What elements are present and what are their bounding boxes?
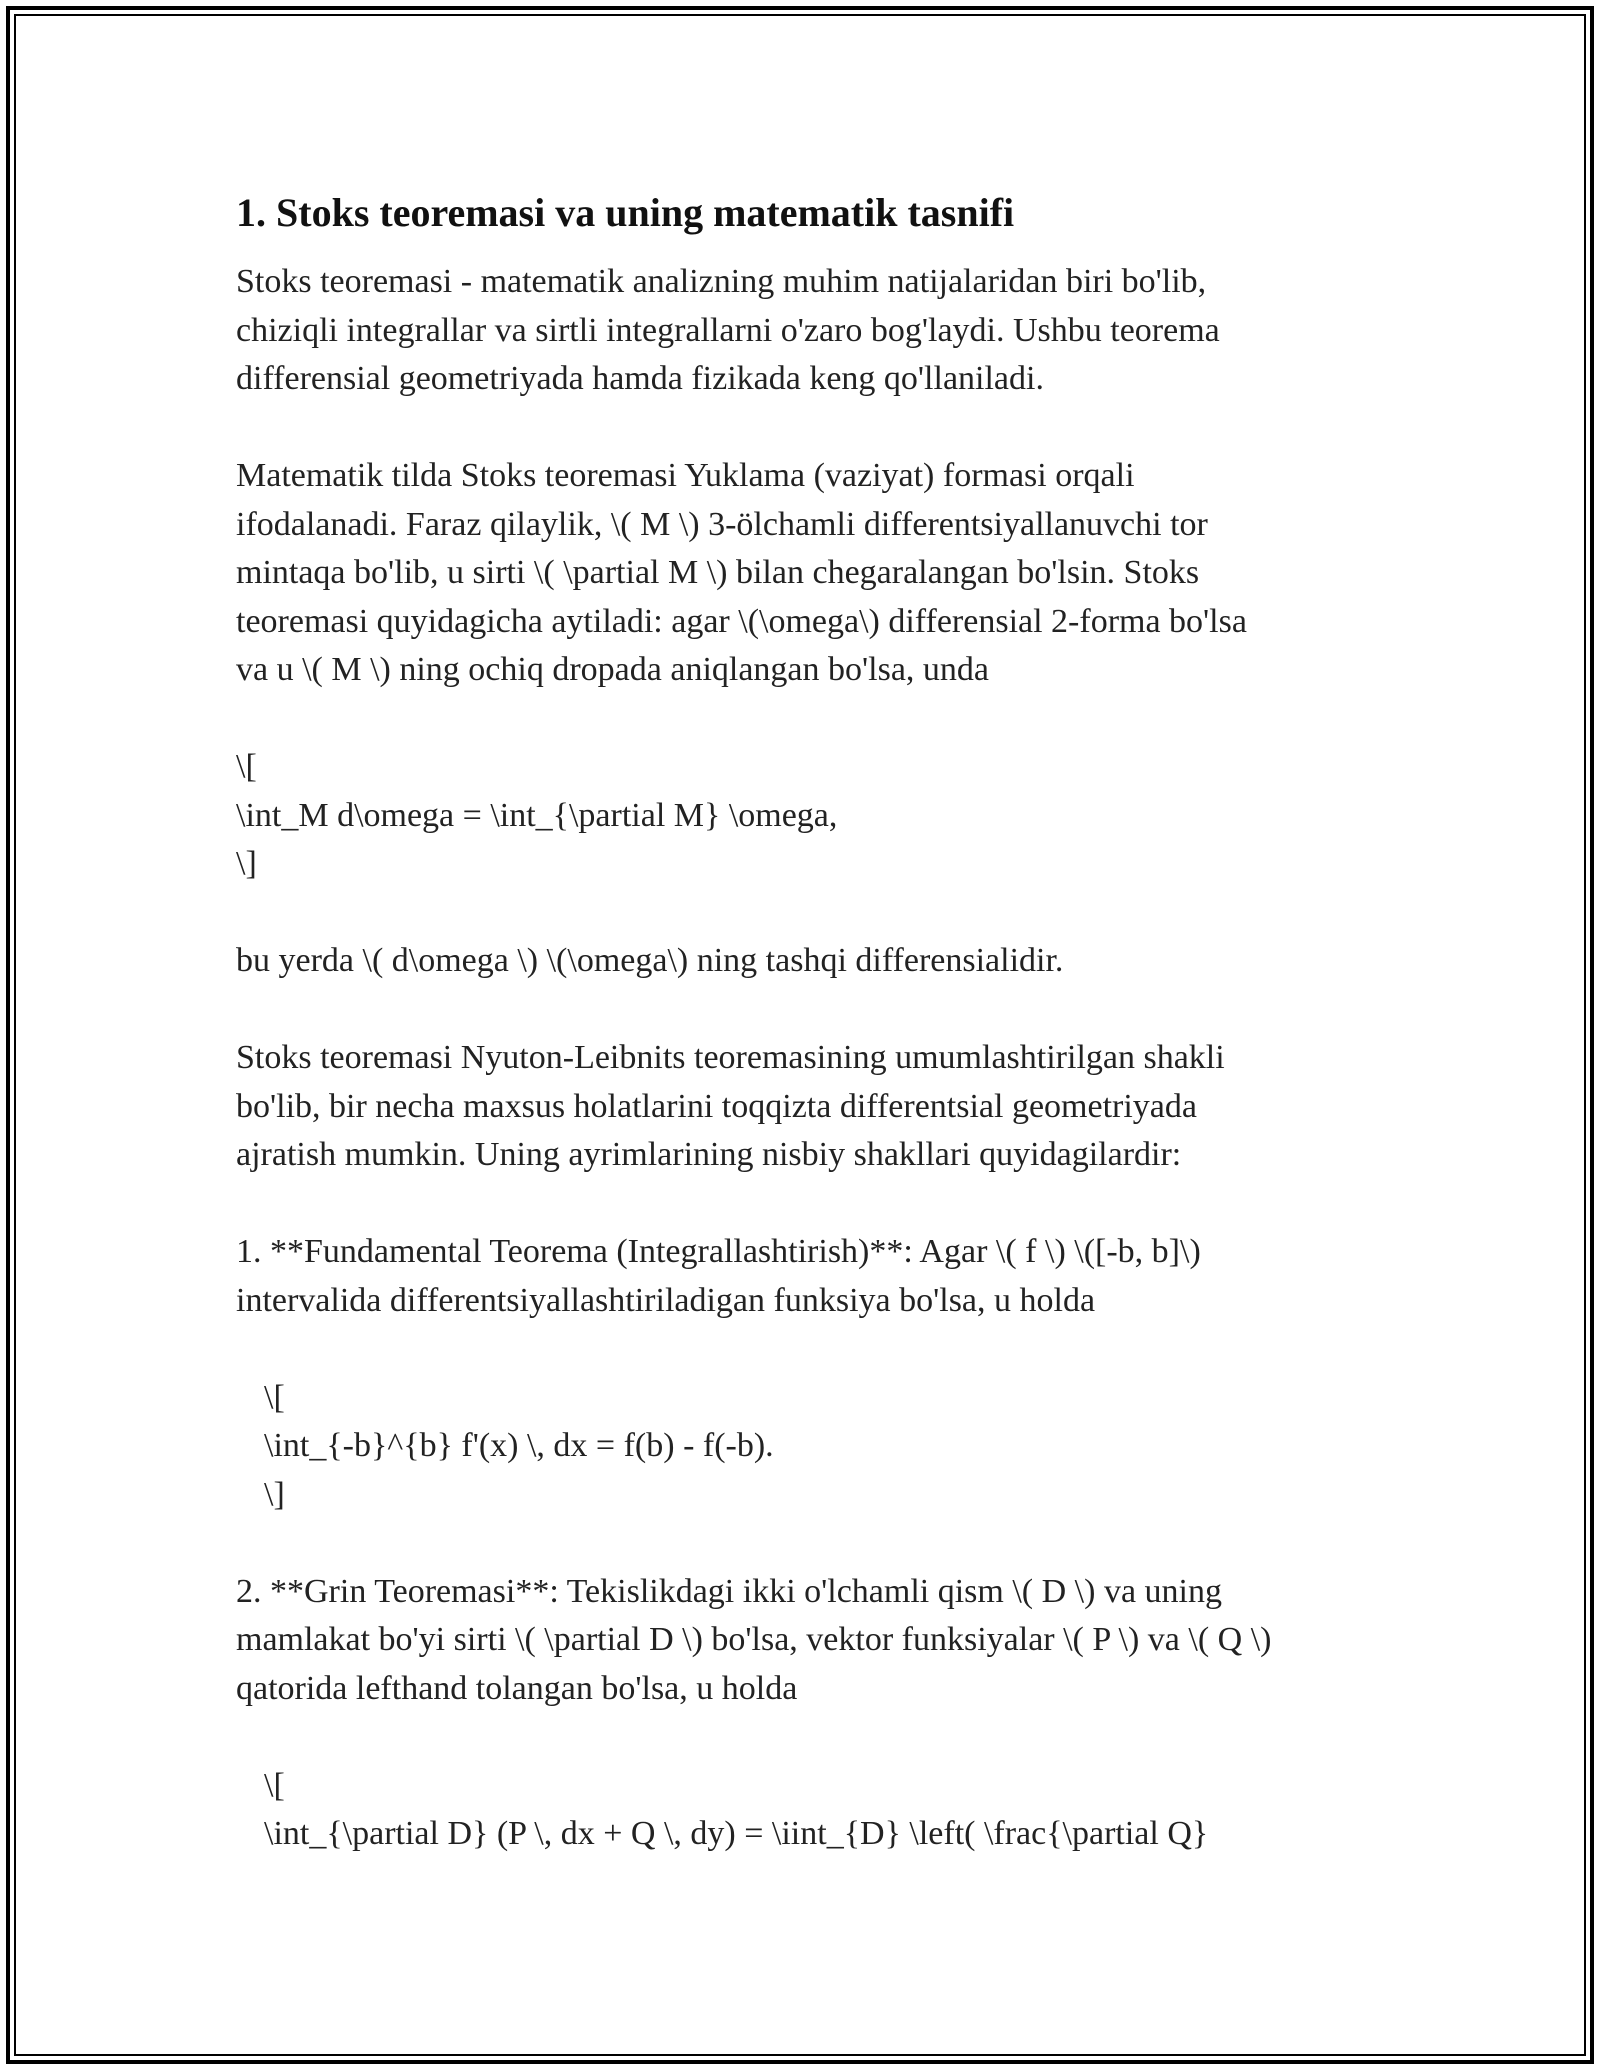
- text-line: intervalida differentsiyallashtiriladigan funksiya bo'lsa, u holda: [236, 1281, 1096, 1319]
- text-line: Stoks teoremasi Nyuton-Leibnits teoremasining umumlashtirilgan shakli: [236, 1039, 1225, 1076]
- formula-line: \[: [264, 1378, 285, 1416]
- formula-line: \int_{\partial D} (P \, dx + Q \, dy) = \iint_{D} \left( \frac{\partial Q}: [264, 1815, 1209, 1852]
- section-heading: 1. Stoks teoremasi va uning matematik tasnifi: [236, 190, 1015, 235]
- text-line: ajratish mumkin. Uning ayrimlarining nisbiy shakllari quyidagilardir:: [236, 1136, 1182, 1173]
- fundamental-formula: [236, 1374, 1396, 1520]
- text-line: mintaqa bo'lib, u sirti \( \partial M \) bilan chegaralangan bo'lsin. Stoks: [236, 554, 1200, 591]
- text-line: qatorida lefthand tolangan bo'lsa, u holda: [236, 1669, 798, 1707]
- list-item-green-theorem: [236, 1568, 1396, 1714]
- text-line: differensial geometriyada hamda fizikada keng qo'llaniladi.: [236, 360, 1044, 397]
- text-line: 1. **Fundamental Teorema (Integrallashtirish)**: Agar \( f \) \([-b, b]\): [236, 1233, 1201, 1270]
- text-line: 2. **Grin Teoremasi**: Tekislikdagi ikki o'lchamli qism \( D \) va uning: [236, 1572, 1222, 1610]
- intro-paragraph: [236, 258, 1396, 404]
- text-line: ifodalanadi. Faraz qilaylik, \( M \) 3-ölchamli differentsiyallanuvchi tor: [236, 505, 1208, 543]
- text-line: va u \( M \) ning ochiq dropada aniqlangan bo'lsa, unda: [236, 651, 989, 688]
- list-item-fundamental-theorem: [236, 1228, 1396, 1325]
- text-line: bu yerda \( d\omega \) \(\omega\) ning tashqi differensialidir.: [236, 942, 1064, 979]
- green-formula: [236, 1762, 1396, 1859]
- formula-line: \int_M d\omega = \int_{\partial M} \omega,: [236, 796, 838, 834]
- text-line: teoremasi quyidagicha aytiladi: agar \(\omega\) differensial 2-forma bo'lsa: [236, 602, 1247, 640]
- stokes-formula: [236, 743, 1396, 889]
- explanation-paragraph: [236, 937, 1396, 986]
- text-line: Stoks teoremasi - matematik analizning muhim natijalaridan biri bo'lib,: [236, 263, 1207, 300]
- formula-line: \int_{-b}^{b} f'(x) \, dx = f(b) - f(-b).: [264, 1427, 774, 1464]
- text-line: bo'lib, bir necha maxsus holatlarini toqqizta differentsial geometriyada: [236, 1087, 1197, 1125]
- text-line: chiziqli integrallar va sirtli integrallarni o'zaro bog'laydi. Ushbu teorema: [236, 311, 1220, 349]
- definition-paragraph: [236, 452, 1396, 695]
- text-line: Matematik tilda Stoks teoremasi Yuklama (vaziyat) formasi orqali: [236, 457, 1135, 494]
- formula-line: \[: [236, 748, 257, 785]
- formula-line: \]: [236, 845, 257, 882]
- text-line: mamlakat bo'yi sirti \( \partial D \) bo'lsa, vektor funksiyalar \( P \) va \( Q \): [236, 1621, 1272, 1658]
- generalization-paragraph: [236, 1034, 1396, 1180]
- formula-line: \]: [264, 1475, 285, 1513]
- document-page: [236, 182, 1396, 1907]
- formula-line: \[: [264, 1766, 285, 1804]
